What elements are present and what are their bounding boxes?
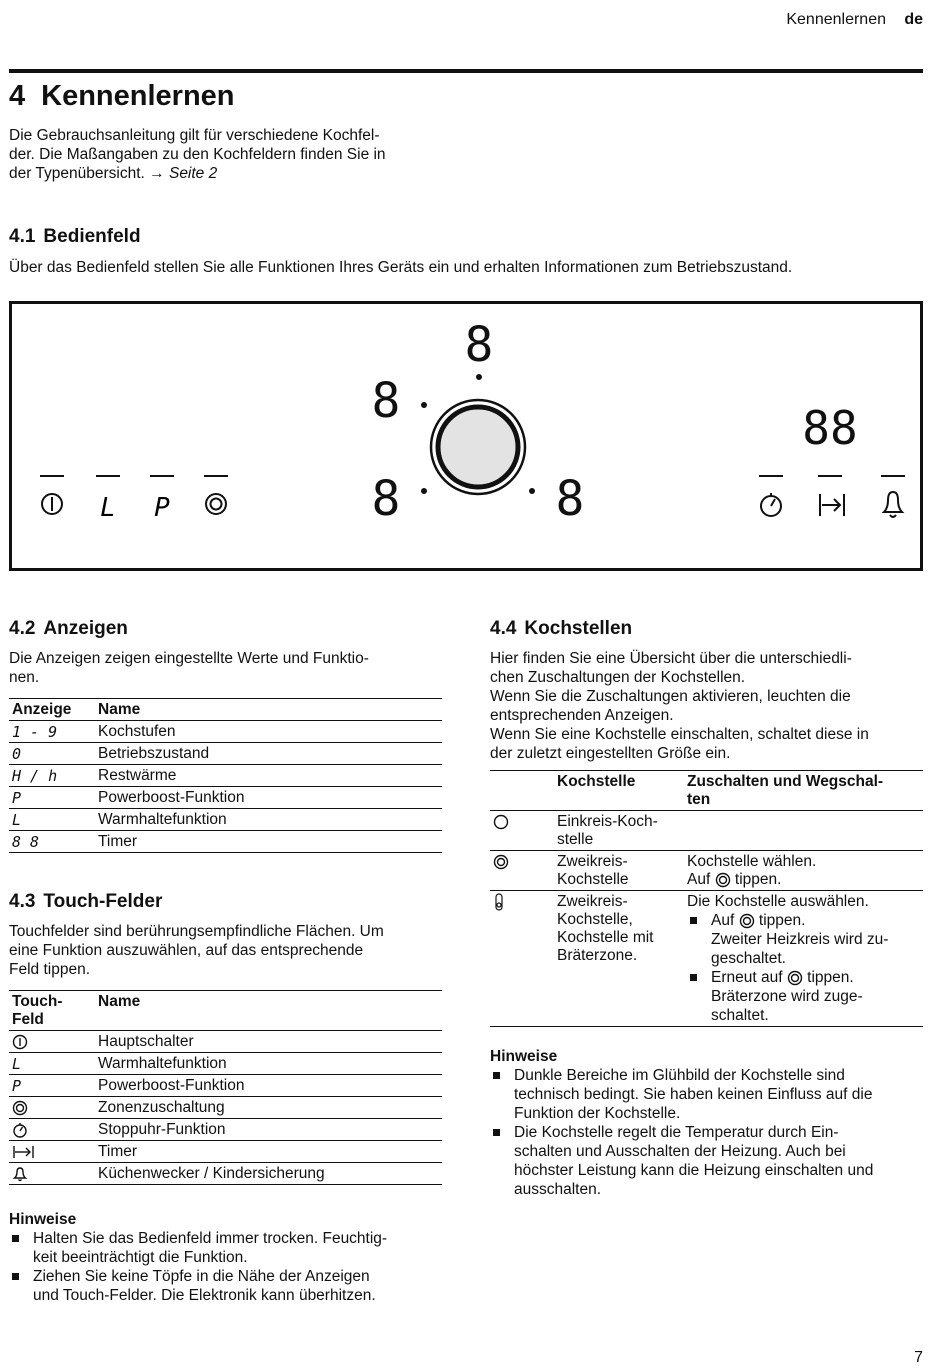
note-line: Dunkle Bereiche im Glühbild der Kochstelle sind <box>514 1067 845 1084</box>
zone-name-line: Kochstelle mit <box>557 929 654 946</box>
display-name: Kochstufen <box>98 723 176 740</box>
list-item <box>687 911 923 968</box>
digit-back-zone: 8 <box>464 317 494 373</box>
table-header-row <box>9 991 442 1031</box>
table-row <box>9 787 442 809</box>
display-symbol: P <box>12 789 22 807</box>
running-header-lang: de <box>904 11 923 28</box>
touch-field-name: Zonenzuschaltung <box>98 1099 225 1116</box>
section-number: 4.3 <box>9 891 36 912</box>
note-line: schalten und Ausschalten der Heizung. Auch bei <box>514 1143 846 1160</box>
display-name: Powerboost-Funktion <box>98 789 245 806</box>
table-row <box>9 831 442 853</box>
zone-action <box>684 851 923 891</box>
header-line: Touch- <box>12 993 63 1010</box>
section-4-1-text: Über das Bedienfeld stellen Sie alle Funktionen Ihres Geräts ein und erhalten Informationen zum Betriebszustand. <box>9 259 793 276</box>
col-header-name: Name <box>98 701 141 718</box>
touch-field-name: Küchenwecker / Kindersicherung <box>98 1165 325 1182</box>
table-row <box>9 1053 442 1075</box>
table-row <box>490 811 923 851</box>
step-text: tippen. <box>802 969 854 986</box>
text-line: Touchfelder sind berührungsempfindliche Flächen. Um <box>9 923 384 940</box>
section-4-2-text <box>9 649 439 687</box>
step-line <box>711 968 923 987</box>
action-line: Die Kochstelle auswählen. <box>687 893 869 910</box>
header-line: ten <box>687 791 711 808</box>
digit-front-left-zone: 8 <box>371 471 401 527</box>
text-line: der zuletzt eingestellten Größe ein. <box>490 745 731 762</box>
intro-line: Die Gebrauchsanleitung gilt für verschiedene Kochfel- <box>9 127 380 144</box>
section-title: Bedienfeld <box>43 226 141 247</box>
touch-field-name: Timer <box>98 1143 138 1160</box>
table-row <box>9 1097 442 1119</box>
dual-zone-icon[interactable] <box>206 494 226 514</box>
action-text: Auf <box>687 871 715 888</box>
display-name: Restwärme <box>98 767 177 784</box>
text-line: Hier finden Sie eine Übersicht über die unterschiedli- <box>490 650 852 667</box>
digit-left-zone: 8 <box>371 373 401 429</box>
power-icon[interactable] <box>42 494 62 514</box>
col-header-touch-feld <box>9 991 95 1031</box>
display-name: Betriebszustand <box>98 745 210 762</box>
step-text: Auf <box>711 912 739 929</box>
section-heading-4-1 <box>9 226 141 248</box>
intro-text: der Typenübersicht. <box>9 165 150 182</box>
notes-list-4-4 <box>490 1066 930 1199</box>
section-title: Anzeigen <box>43 618 128 639</box>
table-header-row <box>9 699 442 721</box>
power-icon <box>12 1034 28 1050</box>
step-line: schaltet. <box>711 1007 769 1024</box>
text-line: chen Zuschaltungen der Kochstellen. <box>490 669 746 686</box>
powerboost-symbol: P <box>12 1077 22 1095</box>
table-row <box>9 765 442 787</box>
header-line: Feld <box>12 1011 44 1028</box>
keep-warm-symbol: L <box>12 1055 22 1073</box>
display-symbol: 1 - 9 <box>12 723 58 741</box>
chapter-intro <box>9 126 449 183</box>
touch-field-name: Warmhaltefunktion <box>98 1055 227 1072</box>
note-line: höchster Leistung kann die Heizung einschalten und <box>514 1162 874 1179</box>
table-header-row <box>490 771 923 811</box>
table-row <box>9 743 442 765</box>
step-line: Bräterzone wird zuge- <box>711 988 863 1005</box>
bell-icon <box>12 1166 28 1182</box>
dual-zone-icon <box>715 872 731 888</box>
note-line: technisch bedingt. Sie haben keinen Einfluss auf die <box>514 1086 873 1103</box>
note-line: Funktion der Kochstelle. <box>514 1105 681 1122</box>
section-4-4-text <box>490 649 930 763</box>
table-row <box>490 891 923 1027</box>
action-line <box>687 871 923 889</box>
note-line: und Touch-Felder. Die Elektronik kann überhitzen. <box>33 1287 376 1304</box>
action-line: Kochstelle wählen. <box>687 853 817 870</box>
zone-action <box>684 811 923 851</box>
cooking-zones-table <box>490 770 923 1027</box>
col-header-name: Name <box>98 993 141 1010</box>
chapter-number: 4 <box>9 80 26 112</box>
center-control-knob[interactable] <box>431 400 525 494</box>
table-row <box>9 1141 442 1163</box>
table-row <box>490 851 923 891</box>
intro-line: der. Die Maßangaben zu den Kochfeldern finden Sie in <box>9 146 386 163</box>
keep-warm-touch[interactable]: L <box>100 493 116 523</box>
text-line: Wenn Sie die Zuschaltungen aktivieren, leuchten die <box>490 688 851 705</box>
powerboost-touch[interactable]: P <box>154 493 170 523</box>
list-item <box>490 1066 930 1123</box>
notes-title-4-4: Hinweise <box>490 1048 558 1065</box>
zone-name-line: Zweikreis- <box>557 853 628 870</box>
table-row <box>9 1075 442 1097</box>
single-circuit-zone-icon <box>493 814 509 830</box>
dual-zone-icon <box>493 854 509 870</box>
section-4-3-text <box>9 922 449 979</box>
note-line: keit beeinträchtigt die Funktion. <box>33 1249 248 1266</box>
list-item <box>9 1229 449 1267</box>
list-item <box>687 968 923 1025</box>
touch-field-name: Hauptschalter <box>98 1033 194 1050</box>
step-line: geschaltet. <box>711 950 786 967</box>
note-line: Die Kochstelle regelt die Temperatur durch Ein- <box>514 1124 839 1141</box>
section-title: Touch-Felder <box>43 891 163 912</box>
col-header-icon <box>490 771 554 811</box>
section-number: 4.2 <box>9 618 36 639</box>
zone-name-line: Kochstelle, <box>557 911 633 928</box>
notes-list-4-3 <box>9 1229 449 1305</box>
step-text: tippen. <box>754 912 806 929</box>
zone-name-line: stelle <box>557 831 594 848</box>
timer-icon <box>12 1144 36 1160</box>
timer-display: 88 <box>802 401 858 455</box>
digit-front-right-zone: 8 <box>555 471 585 527</box>
roasting-zone-icon <box>493 893 505 911</box>
zone-name-line: Kochstelle <box>557 871 629 888</box>
display-symbol: 8 8 <box>12 833 40 851</box>
page-link[interactable]: → Seite 2 <box>149 165 218 182</box>
text-line: entsprechenden Anzeigen. <box>490 707 674 724</box>
text-line: Die Anzeigen zeigen eingestellte Werte und Funktio- <box>9 650 369 667</box>
col-header-anzeige: Anzeige <box>12 701 72 718</box>
zone-name <box>554 851 684 891</box>
notes-title-4-3: Hinweise <box>9 1211 77 1228</box>
step-text: Erneut auf <box>711 969 787 986</box>
touch-field-name: Stoppuhr-Funktion <box>98 1121 226 1138</box>
note-line: ausschalten. <box>514 1181 602 1198</box>
zone-name <box>554 891 684 1027</box>
action-steps <box>687 911 923 1025</box>
section-heading-4-3 <box>9 891 162 913</box>
action-text: tippen. <box>730 871 782 888</box>
display-symbol: 0 <box>12 745 22 763</box>
section-number: 4.1 <box>9 226 36 247</box>
table-row <box>9 1031 442 1053</box>
zone-name-line: Einkreis-Koch- <box>557 813 658 830</box>
zone-name-line: Bräterzone. <box>557 947 638 964</box>
col-header-zuschalten <box>684 771 923 811</box>
table-row <box>9 809 442 831</box>
step-line: Zweiter Heizkreis wird zu- <box>711 931 889 948</box>
timer-icon[interactable] <box>820 494 844 516</box>
bell-icon[interactable] <box>884 492 902 517</box>
control-panel-illustration <box>9 301 923 571</box>
zone-name-line: Zweikreis- <box>557 893 628 910</box>
list-item <box>490 1123 930 1199</box>
section-title: Kochstellen <box>524 618 633 639</box>
chapter-heading <box>9 80 235 113</box>
displays-table <box>9 698 442 853</box>
section-heading-4-2 <box>9 618 128 640</box>
stopwatch-icon <box>12 1122 28 1138</box>
dual-zone-icon <box>12 1100 28 1116</box>
text-line: eine Funktion auszuwählen, auf das entsprechende <box>9 942 364 959</box>
dual-zone-icon <box>787 970 803 986</box>
list-item <box>9 1267 449 1305</box>
zone-name <box>554 811 684 851</box>
stopwatch-icon[interactable] <box>761 493 781 516</box>
display-name: Warmhaltefunktion <box>98 811 227 828</box>
text-line: Feld tippen. <box>9 961 90 978</box>
dual-zone-icon <box>739 913 755 929</box>
table-row <box>9 721 442 743</box>
section-number: 4.4 <box>490 618 517 639</box>
note-line: Ziehen Sie keine Töpfe in die Nähe der Anzeigen <box>33 1268 370 1285</box>
zone-action <box>684 891 923 1027</box>
step-line <box>711 911 923 930</box>
top-rule <box>9 69 923 73</box>
note-line: Halten Sie das Bedienfeld immer trocken. Feuchtig- <box>33 1230 388 1247</box>
text-line: nen. <box>9 669 40 686</box>
col-header-kochstelle: Kochstelle <box>557 773 636 790</box>
page-number: 7 <box>914 1349 923 1366</box>
section-heading-4-4 <box>490 618 632 640</box>
table-row <box>9 1119 442 1141</box>
display-symbol: L <box>12 811 22 829</box>
running-header-section: Kennenlernen <box>786 11 886 28</box>
table-row <box>9 1163 442 1185</box>
intro-line <box>9 164 449 183</box>
touch-fields-table <box>9 990 442 1185</box>
header-line: Zuschalten und Wegschal- <box>687 773 884 790</box>
chapter-title: Kennenlernen <box>41 80 235 112</box>
display-name: Timer <box>98 833 138 850</box>
touch-field-name: Powerboost-Funktion <box>98 1077 245 1094</box>
display-symbol: H / h <box>12 767 58 785</box>
text-line: Wenn Sie eine Kochstelle einschalten, schaltet diese in <box>490 726 869 743</box>
